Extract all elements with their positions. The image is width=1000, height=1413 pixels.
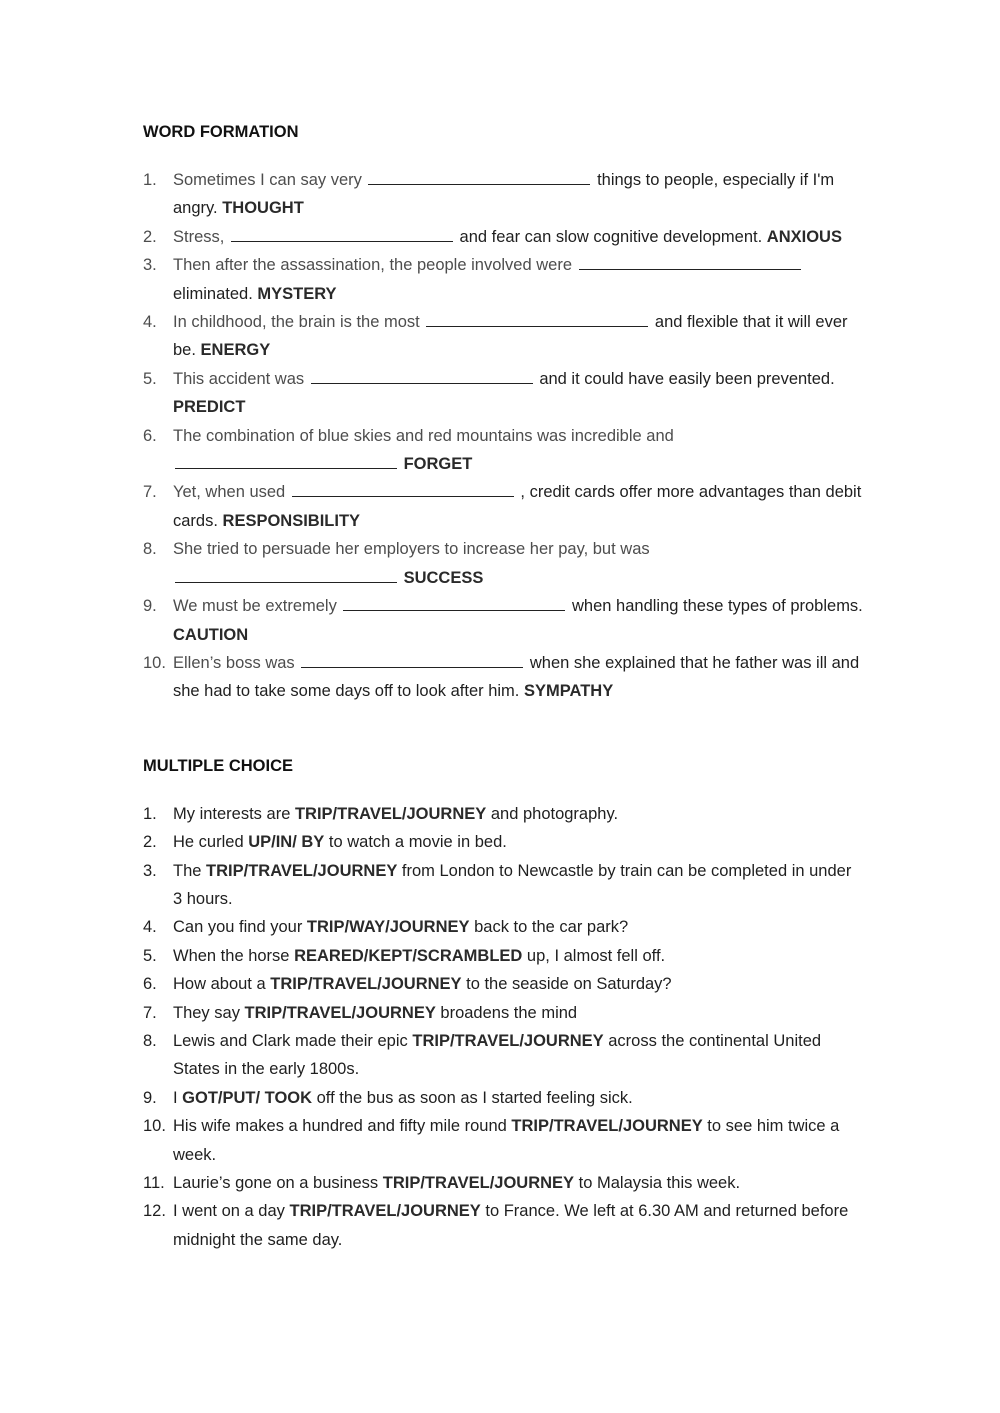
item-text-after: when handling these types of problems.	[567, 597, 863, 616]
item-text-after: to see him twice a week.	[173, 1117, 840, 1164]
answer-blank[interactable]	[311, 367, 533, 384]
item-text-before: The	[173, 861, 207, 880]
item-number: 9.	[143, 1088, 157, 1107]
item-number: 7.	[143, 483, 157, 502]
item-number: 11.	[143, 1174, 165, 1192]
word-formation-item	[143, 535, 863, 592]
item-keyword: MYSTERY	[257, 284, 337, 303]
word-formation-item	[143, 649, 863, 706]
item-text-after: to France. We left at 6.30 AM and returned before midnight the same day.	[173, 1202, 849, 1249]
item-text-before: She tried to persuade her employers to increase her pay, but was	[173, 540, 650, 559]
item-text-before: Can you find your	[173, 918, 307, 937]
item-choices[interactable]: UP/IN/ BY	[248, 833, 325, 852]
item-text-before: When the horse	[173, 946, 295, 965]
item-number: 6.	[143, 975, 157, 994]
item-text-after: from London to Newcastle by train can be completed in under 3 hours.	[173, 861, 852, 908]
item-keyword: THOUGHT	[222, 199, 304, 218]
word-formation-item	[143, 308, 863, 365]
item-keyword: PREDICT	[173, 398, 246, 417]
item-choices[interactable]: REARED/KEPT/SCRAMBLED	[294, 946, 523, 965]
item-number: 7.	[143, 1003, 157, 1022]
item-number: 3.	[143, 861, 157, 880]
item-text-before: The combination of blue skies and red mountains was incredible and	[173, 426, 674, 445]
item-number: 12.	[143, 1202, 166, 1221]
item-keyword: CAUTION	[173, 625, 249, 644]
item-text-before: Yet, when used	[173, 483, 290, 502]
item-text-after: and fear can slow cognitive development.	[454, 227, 767, 246]
item-text-before: Stress,	[173, 227, 229, 246]
answer-blank[interactable]	[368, 168, 590, 185]
answer-blank[interactable]	[426, 310, 648, 327]
multiple-choice-item	[143, 942, 863, 970]
item-choices[interactable]: TRIP/TRAVEL/JOURNEY	[244, 1003, 436, 1022]
item-text-after: and flexible that it will ever be.	[173, 313, 848, 360]
item-text-after: up, I almost fell off.	[522, 946, 666, 965]
multiple-choice-item	[143, 828, 863, 856]
answer-blank[interactable]	[292, 480, 514, 497]
multiple-choice-item	[143, 913, 863, 941]
item-choices[interactable]: TRIP/TRAVEL/JOURNEY	[294, 804, 487, 823]
item-keyword: SYMPATHY	[523, 682, 614, 701]
item-text-before: Then after the assassination, the people involved were	[173, 256, 577, 275]
word-formation-list	[143, 166, 863, 706]
item-text-before: Ellen’s boss was	[173, 653, 300, 672]
worksheet-page	[143, 120, 863, 1254]
item-keyword: ENERGY	[200, 341, 271, 360]
item-text-after: and it could have easily been prevented.	[534, 369, 835, 388]
item-number: 8.	[143, 1031, 157, 1050]
answer-blank[interactable]	[343, 594, 565, 611]
item-number: 1.	[143, 171, 157, 189]
item-number: 5.	[143, 946, 157, 965]
multiple-choice-item	[143, 1084, 863, 1112]
item-text-before: I went on a day	[173, 1202, 290, 1221]
item-choices[interactable]: TRIP/TRAVEL/JOURNEY	[412, 1031, 604, 1050]
multiple-choice-item	[143, 1112, 863, 1169]
item-number: 9.	[143, 597, 157, 616]
item-number: 2.	[143, 833, 157, 852]
multiple-choice-item	[143, 1169, 863, 1197]
item-number: 8.	[143, 540, 157, 559]
item-text-after: when she explained that he father was ill and she had to take some days off to look after him.	[173, 653, 860, 701]
item-number: 3.	[143, 256, 157, 275]
item-choices[interactable]: TRIP/TRAVEL/JOURNEY	[382, 1174, 575, 1192]
multiple-choice-item	[143, 970, 863, 998]
item-text-before: Sometimes I can say very	[173, 171, 367, 189]
item-keyword: FORGET	[403, 455, 473, 474]
multiple-choice-item	[143, 1197, 863, 1254]
answer-blank[interactable]	[301, 651, 523, 668]
item-text-before: They say	[173, 1003, 245, 1022]
item-choices[interactable]: TRIP/TRAVEL/JOURNEY	[511, 1117, 703, 1136]
item-keyword: ANXIOUS	[766, 227, 842, 246]
item-text-before: How about a	[173, 975, 271, 994]
item-number: 5.	[143, 369, 157, 388]
item-text-before: He curled	[173, 833, 249, 852]
item-text-after: to the seaside on Saturday?	[461, 975, 672, 994]
item-text-after: across the continental United States in the early 1800s.	[173, 1031, 822, 1079]
item-text-after: to Malaysia this week.	[574, 1174, 741, 1192]
item-choices[interactable]: GOT/PUT/ TOOK	[182, 1088, 313, 1107]
item-keyword: RESPONSIBILITY	[222, 511, 361, 530]
item-number: 4.	[143, 313, 157, 332]
item-text-before: Laurie’s gone on a business	[173, 1174, 383, 1192]
item-choices[interactable]: TRIP/WAY/JOURNEY	[306, 918, 470, 937]
item-number: 10.	[143, 1117, 166, 1136]
item-choices[interactable]: TRIP/TRAVEL/JOURNEY	[289, 1202, 481, 1221]
item-number: 6.	[143, 426, 157, 445]
item-text-after: eliminated.	[173, 284, 258, 303]
word-formation-item	[143, 251, 863, 308]
item-text-after: , credit cards offer more advantages than debit cards.	[173, 483, 862, 530]
item-text-before: His wife makes a hundred and fifty mile round	[173, 1117, 512, 1136]
word-formation-item	[143, 166, 863, 223]
item-text-before: This accident was	[173, 369, 309, 388]
answer-blank[interactable]	[175, 566, 397, 583]
multiple-choice-title: MULTIPLE CHOICE	[143, 756, 294, 775]
word-formation-item	[143, 422, 863, 479]
item-text-after: things to people, especially if I'm angry.	[173, 171, 835, 218]
item-choices[interactable]: TRIP/TRAVEL/JOURNEY	[206, 861, 398, 880]
answer-blank[interactable]	[231, 225, 453, 242]
item-text-after: broadens the mind	[435, 1003, 578, 1022]
multiple-choice-item	[143, 800, 863, 828]
answer-blank[interactable]	[175, 452, 397, 469]
word-formation-item	[143, 478, 863, 535]
item-text-before: My interests are	[173, 804, 295, 823]
multiple-choice-item	[143, 1027, 863, 1084]
word-formation-title: WORD FORMATION	[143, 123, 299, 141]
word-formation-item	[143, 365, 863, 422]
item-text-after: to watch a movie in bed.	[324, 833, 507, 852]
multiple-choice-list	[143, 800, 863, 1255]
item-text-after: and photography.	[486, 804, 619, 823]
answer-blank[interactable]	[579, 253, 801, 270]
item-choices[interactable]: TRIP/TRAVEL/JOURNEY	[270, 975, 462, 994]
item-text-before: We must be extremely	[173, 597, 342, 616]
multiple-choice-item	[143, 857, 863, 914]
item-text-before: I	[173, 1088, 183, 1107]
item-number: 10.	[143, 653, 166, 672]
item-number: 2.	[143, 227, 157, 246]
item-text-before: Lewis and Clark made their epic	[173, 1031, 413, 1050]
multiple-choice-item	[143, 999, 863, 1027]
item-text-after: off the bus as soon as I started feeling sick.	[312, 1088, 633, 1107]
item-number: 4.	[143, 918, 157, 937]
word-formation-item	[143, 592, 863, 649]
word-formation-item	[143, 223, 863, 251]
item-text-before: In childhood, the brain is the most	[173, 313, 425, 332]
item-text-after: back to the car park?	[469, 918, 629, 937]
item-keyword: SUCCESS	[403, 568, 484, 587]
item-number: 1.	[143, 804, 157, 823]
